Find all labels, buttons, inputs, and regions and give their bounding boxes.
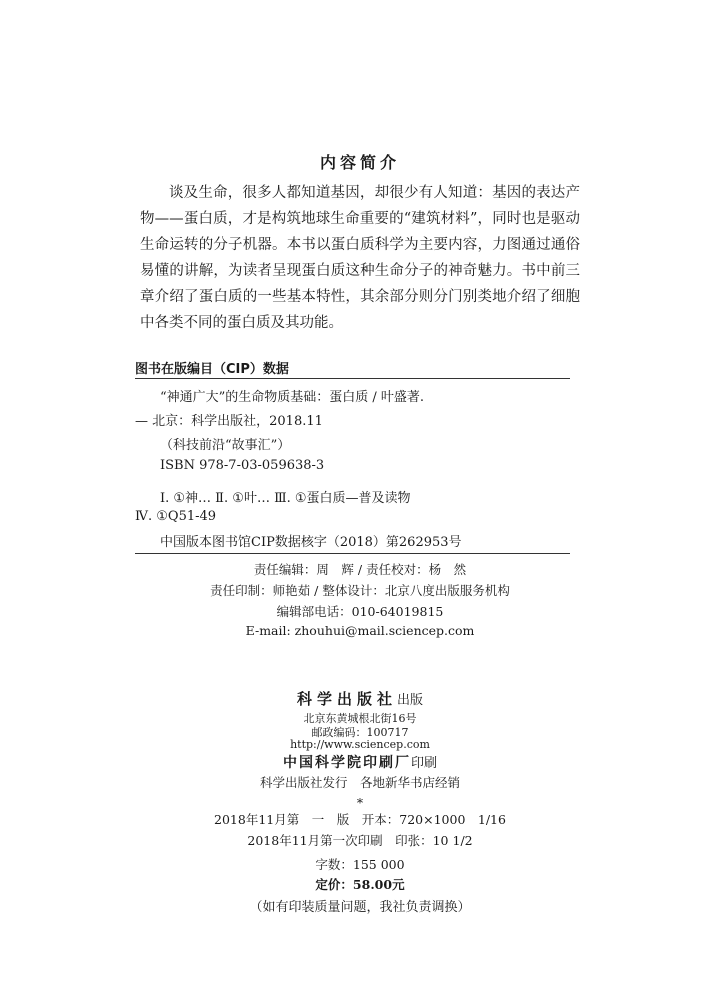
cip-series-line: （科技前沿“故事汇”） <box>160 438 291 453</box>
cip-heading: 图书在版编目（CIP）数据 <box>135 362 289 377</box>
publisher-postcode: 邮政编码：100717 <box>311 726 409 739</box>
cip-top-rule <box>135 378 570 379</box>
cip-classification-1: Ⅰ. ①神… Ⅱ. ①叶… Ⅲ. ①蛋白质—普及读物 <box>160 491 411 506</box>
cip-bottom-rule <box>135 553 570 554</box>
cip-classification-2: Ⅳ. ①Q51-49 <box>135 509 217 524</box>
publisher-name: 科学出版社 <box>296 690 397 708</box>
cip-publisher-line: — 北京：科学出版社，2018.11 <box>135 414 323 429</box>
page-title: 内容简介 <box>319 153 400 172</box>
distribution-line: 科学出版社发行 各地新华书店经销 <box>259 775 460 790</box>
intro-paragraph: 谈及生命，很多人都知道基因，却很少有人知道：基因的表达产物——蛋白质，才是构筑地球生命重要的“建筑材料”，同时也是驱动生命运转的分子机器。本书以蛋白质科学为主要内容，力图通过通俗易懂的讲解，为读者呈现蛋白质这种生命分子的神奇魅力。书中前三章介绍了蛋白质的一些基本特性，其余部分则分门别类地介绍了细胞中各类不同的蛋白质及其功能。 <box>140 185 580 331</box>
quality-notice: （如有印装质量问题，我社负责调换） <box>249 900 471 915</box>
credit-phone: 编辑部电话：010-64019815 <box>276 604 444 619</box>
publisher-address: 北京东黄城根北街16号 <box>303 712 417 725</box>
cip-title-line: “神通广大”的生命物质基础：蛋白质 / 叶盛著. <box>160 390 425 405</box>
printer-name-suffix: 印刷 <box>410 756 437 771</box>
credit-email: E-mail: zhouhui@mail.sciencep.com <box>245 623 475 638</box>
publisher-name-suffix: 出版 <box>397 693 424 708</box>
credit-print-design: 责任印制：师艳茹 / 整体设计：北京八度出版服务机构 <box>210 583 510 598</box>
publisher-url: http://www.sciencep.com <box>290 738 430 751</box>
printer-name: 中国科学院印刷厂 <box>282 755 411 771</box>
publisher-brand <box>0 688 720 709</box>
printing-line: 2018年11月第一次印刷 印张：10 1/2 <box>247 833 473 848</box>
printer-brand <box>0 752 720 772</box>
price: 定价：58.00元 <box>315 877 405 892</box>
word-count: 字数：155 000 <box>315 857 405 872</box>
credit-editor: 责任编辑：周 辉 / 责任校对：杨 然 <box>253 562 467 577</box>
edition-line: 2018年11月第 一 版 开本：720×1000 1/16 <box>214 812 506 827</box>
intro-section <box>140 180 580 336</box>
cip-isbn: ISBN 978-7-03-059638-3 <box>160 458 325 473</box>
cip-number: 中国版本图书馆CIP数据核字（2018）第262953号 <box>160 535 462 550</box>
separator-star: * <box>356 795 364 810</box>
